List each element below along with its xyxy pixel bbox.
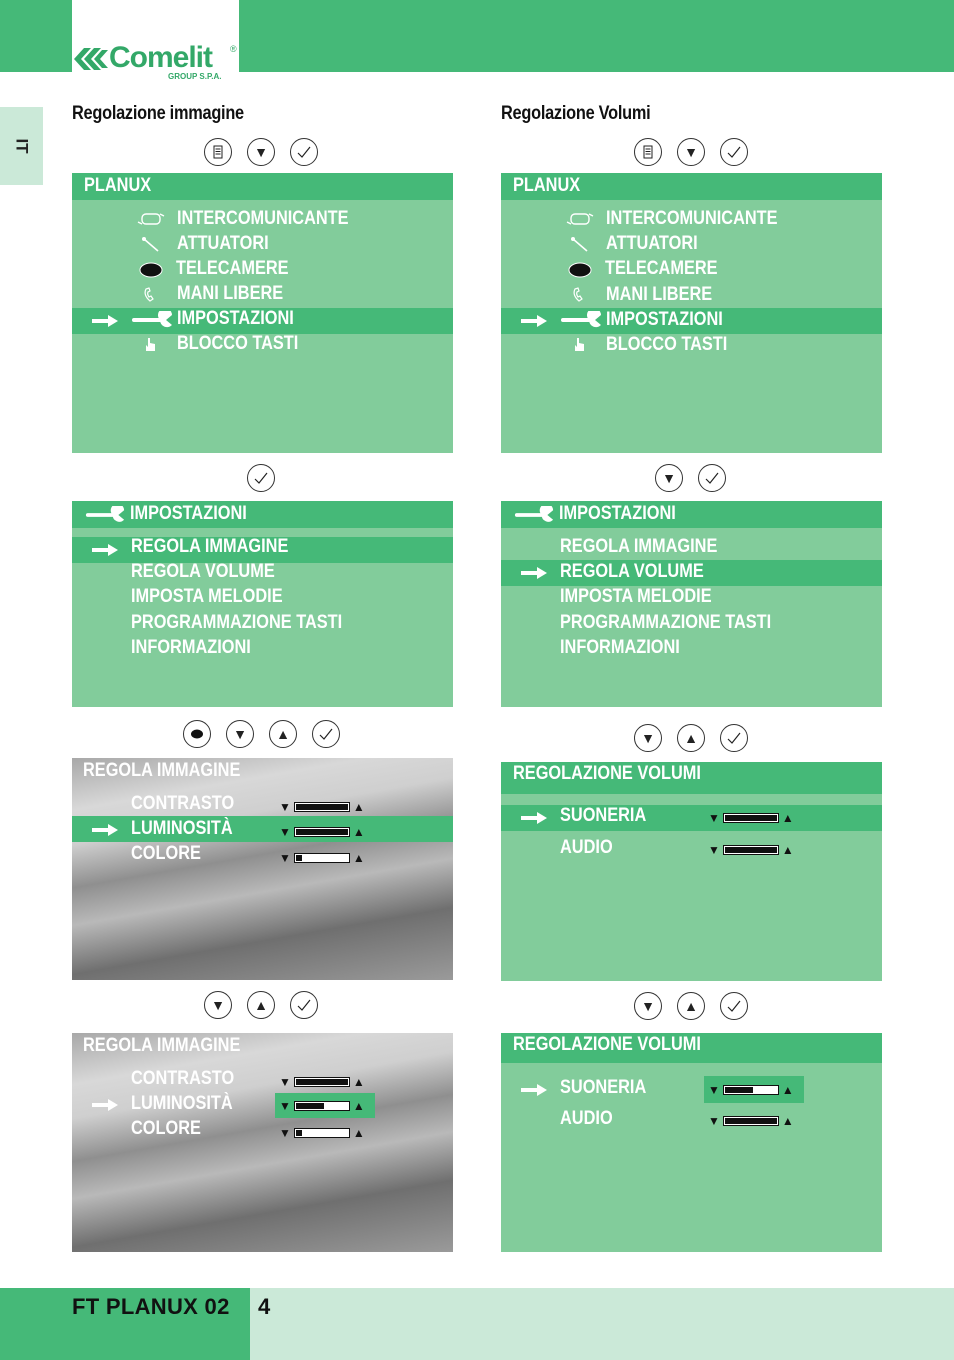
increase-icon[interactable]: ▲ bbox=[352, 800, 365, 814]
setting-audio[interactable]: AUDIO bbox=[560, 837, 613, 858]
menu-button-icon[interactable] bbox=[204, 138, 232, 166]
increase-icon[interactable]: ▲ bbox=[781, 811, 794, 825]
confirm-check-icon[interactable] bbox=[290, 991, 318, 1019]
down-symbol: ▼ bbox=[211, 997, 225, 1013]
setting-contrasto[interactable]: CONTRASTO bbox=[131, 1068, 235, 1089]
menu-item-regola-volume[interactable]: REGOLA VOLUME bbox=[560, 561, 704, 582]
intercom-icon bbox=[136, 211, 166, 229]
wrench-icon bbox=[513, 506, 555, 524]
confirm-check-icon[interactable] bbox=[720, 138, 748, 166]
setting-luminosita[interactable]: LUMINOSITÀ bbox=[131, 818, 233, 839]
menu-item-regola-immagine[interactable]: REGOLA IMMAGINE bbox=[131, 536, 289, 557]
wrench-icon bbox=[559, 311, 603, 329]
keylock-hand-icon bbox=[136, 336, 166, 354]
confirm-check-icon[interactable] bbox=[312, 720, 340, 748]
selection-highlight bbox=[72, 816, 453, 842]
menu-item-telecamere[interactable]: TELECAMERE bbox=[176, 258, 289, 279]
selection-arrow-icon bbox=[521, 1083, 547, 1097]
increase-icon[interactable]: ▲ bbox=[352, 1075, 365, 1089]
camera-eye-icon bbox=[136, 261, 166, 279]
level-bar-contrasto[interactable] bbox=[279, 1075, 365, 1089]
menu-item-telecamere[interactable]: TELECAMERE bbox=[605, 258, 718, 279]
increase-icon[interactable]: ▲ bbox=[352, 825, 365, 839]
menu-item-blocco-tasti[interactable]: BLOCCO TASTI bbox=[177, 333, 299, 354]
selection-arrow-icon bbox=[92, 314, 118, 328]
level-bar-audio[interactable] bbox=[708, 1114, 794, 1128]
intercom-icon bbox=[565, 211, 595, 229]
menu-item-intercomunicante[interactable]: INTERCOMUNICANTE bbox=[177, 208, 349, 229]
down-button-icon[interactable] bbox=[226, 720, 254, 748]
down-button-icon[interactable] bbox=[634, 724, 662, 752]
decrease-icon[interactable]: ▼ bbox=[279, 800, 291, 814]
decrease-icon[interactable]: ▼ bbox=[279, 1126, 291, 1140]
actuator-icon bbox=[565, 236, 595, 254]
logo-text: Comelit bbox=[109, 41, 213, 74]
comelit-logo-icon bbox=[74, 46, 108, 72]
down-button-icon[interactable] bbox=[634, 992, 662, 1020]
up-symbol: ▲ bbox=[684, 730, 698, 746]
right-section-title: Regolazione Volumi bbox=[501, 103, 651, 124]
menu-item-regola-volume[interactable]: REGOLA VOLUME bbox=[131, 561, 275, 582]
menu-item-informazioni[interactable]: INFORMAZIONI bbox=[560, 637, 680, 658]
up-button-icon[interactable] bbox=[247, 991, 275, 1019]
level-bar-contrasto[interactable] bbox=[279, 800, 365, 814]
setting-contrasto[interactable]: CONTRASTO bbox=[131, 793, 235, 814]
confirm-check-icon[interactable] bbox=[720, 992, 748, 1020]
left-section-title: Regolazione immagine bbox=[72, 103, 244, 124]
selection-arrow-icon bbox=[521, 314, 547, 328]
level-fill bbox=[296, 1103, 324, 1109]
increase-icon[interactable]: ▲ bbox=[352, 1126, 365, 1140]
screen-title: IMPOSTAZIONI bbox=[559, 503, 676, 524]
menu-item-attuatori[interactable]: ATTUATORI bbox=[606, 233, 698, 254]
menu-item-regola-immagine[interactable]: REGOLA IMMAGINE bbox=[560, 536, 718, 557]
level-bar-colore[interactable] bbox=[279, 851, 365, 865]
down-symbol: ▼ bbox=[662, 470, 676, 486]
up-button-icon[interactable] bbox=[677, 992, 705, 1020]
keylock-hand-icon bbox=[565, 336, 595, 354]
level-fill bbox=[296, 829, 348, 835]
up-symbol: ▲ bbox=[254, 997, 268, 1013]
setting-audio[interactable]: AUDIO bbox=[560, 1108, 613, 1129]
menu-item-programmazione-tasti[interactable]: PROGRAMMAZIONE TASTI bbox=[131, 612, 343, 633]
confirm-check-icon[interactable] bbox=[720, 724, 748, 752]
handsfree-phone-icon bbox=[136, 286, 166, 304]
menu-item-imposta-melodie[interactable]: IMPOSTA MELODIE bbox=[560, 586, 712, 607]
menu-item-imposta-melodie[interactable]: IMPOSTA MELODIE bbox=[131, 586, 283, 607]
camera-eye-button-icon[interactable] bbox=[183, 720, 211, 748]
selection-arrow-icon bbox=[521, 566, 547, 580]
setting-suoneria[interactable]: SUONERIA bbox=[560, 805, 647, 826]
screen-title: IMPOSTAZIONI bbox=[130, 503, 247, 524]
menu-item-impostazioni[interactable]: IMPOSTAZIONI bbox=[177, 308, 294, 329]
level-bar-suoneria[interactable] bbox=[708, 1083, 794, 1097]
level-fill bbox=[296, 855, 302, 861]
actuator-icon bbox=[136, 236, 166, 254]
down-button-icon[interactable] bbox=[204, 991, 232, 1019]
menu-item-mani-libere[interactable]: MANI LIBERE bbox=[606, 284, 713, 305]
impostazioni-screen-right bbox=[501, 501, 882, 707]
down-button-icon[interactable] bbox=[655, 464, 683, 492]
page-number: 4 bbox=[258, 1294, 271, 1319]
level-fill bbox=[725, 815, 777, 821]
decrease-icon[interactable]: ▼ bbox=[279, 1075, 291, 1089]
level-bar-luminosita[interactable] bbox=[279, 825, 365, 839]
wrench-icon bbox=[84, 506, 126, 524]
confirm-check-icon[interactable] bbox=[698, 464, 726, 492]
down-symbol: ▼ bbox=[641, 730, 655, 746]
down-symbol: ▼ bbox=[254, 144, 268, 160]
wrench-icon bbox=[130, 311, 174, 329]
down-symbol: ▼ bbox=[233, 726, 247, 742]
down-symbol: ▼ bbox=[684, 144, 698, 160]
setting-suoneria[interactable]: SUONERIA bbox=[560, 1077, 647, 1098]
menu-item-impostazioni[interactable]: IMPOSTAZIONI bbox=[606, 309, 723, 330]
level-fill bbox=[296, 1079, 348, 1085]
up-symbol: ▲ bbox=[276, 726, 290, 742]
increase-icon[interactable]: ▲ bbox=[781, 843, 794, 857]
level-fill bbox=[725, 1087, 753, 1093]
up-button-icon[interactable] bbox=[269, 720, 297, 748]
down-button-icon[interactable] bbox=[677, 138, 705, 166]
planux-screen-right bbox=[501, 173, 882, 453]
language-tab-label: IT bbox=[12, 138, 32, 154]
screen-title: REGOLAZIONE VOLUMI bbox=[513, 1034, 701, 1055]
increase-icon[interactable]: ▲ bbox=[352, 851, 365, 865]
menu-button-icon[interactable] bbox=[634, 138, 662, 166]
selection-arrow-icon bbox=[92, 543, 118, 557]
decrease-icon[interactable]: ▼ bbox=[708, 843, 720, 857]
level-fill bbox=[725, 1118, 777, 1124]
regolazione-volumi-screen-a bbox=[501, 762, 882, 981]
regola-immagine-screen-b bbox=[72, 1033, 453, 1252]
menu-item-mani-libere[interactable]: MANI LIBERE bbox=[177, 283, 284, 304]
camera-eye-icon bbox=[565, 261, 595, 279]
screen-title: PLANUX bbox=[513, 175, 581, 196]
selection-arrow-icon bbox=[92, 823, 118, 837]
screen-title: REGOLAZIONE VOLUMI bbox=[513, 763, 701, 784]
decrease-icon[interactable]: ▼ bbox=[708, 1114, 720, 1128]
planux-screen-left bbox=[72, 173, 453, 453]
menu-item-informazioni[interactable]: INFORMAZIONI bbox=[131, 637, 251, 658]
regolazione-volumi-screen-b bbox=[501, 1033, 882, 1252]
increase-icon[interactable]: ▲ bbox=[352, 1099, 365, 1113]
level-fill bbox=[296, 1130, 302, 1136]
confirm-check-icon[interactable] bbox=[290, 138, 318, 166]
down-button-icon[interactable] bbox=[247, 138, 275, 166]
handsfree-phone-icon bbox=[565, 286, 595, 304]
logo-subtitle: GROUP S.P.A. bbox=[168, 72, 222, 81]
setting-luminosita[interactable]: LUMINOSITÀ bbox=[131, 1093, 233, 1114]
confirm-check-icon[interactable] bbox=[247, 464, 275, 492]
decrease-icon[interactable]: ▼ bbox=[708, 811, 720, 825]
decrease-icon[interactable]: ▼ bbox=[279, 1099, 291, 1113]
screen-title: REGOLA IMMAGINE bbox=[83, 760, 241, 781]
screen-title: PLANUX bbox=[84, 175, 152, 196]
setting-colore[interactable]: COLORE bbox=[131, 843, 201, 864]
impostazioni-screen-left bbox=[72, 501, 453, 707]
setting-colore[interactable]: COLORE bbox=[131, 1118, 201, 1139]
menu-item-programmazione-tasti[interactable]: PROGRAMMAZIONE TASTI bbox=[560, 612, 772, 633]
menu-item-attuatori[interactable]: ATTUATORI bbox=[177, 233, 269, 254]
footer-bar-right bbox=[250, 1288, 954, 1360]
up-button-icon[interactable] bbox=[677, 724, 705, 752]
up-symbol: ▲ bbox=[684, 998, 698, 1014]
menu-item-intercomunicante[interactable]: INTERCOMUNICANTE bbox=[606, 208, 778, 229]
level-bar-luminosita[interactable] bbox=[279, 1099, 365, 1113]
decrease-icon[interactable]: ▼ bbox=[279, 825, 291, 839]
decrease-icon[interactable]: ▼ bbox=[279, 851, 291, 865]
menu-item-blocco-tasti[interactable]: BLOCCO TASTI bbox=[606, 334, 728, 355]
selection-arrow-icon bbox=[92, 1098, 118, 1112]
regola-immagine-screen-a bbox=[72, 758, 453, 980]
level-fill bbox=[296, 804, 348, 810]
level-bar-suoneria[interactable] bbox=[708, 811, 794, 825]
level-fill bbox=[725, 847, 777, 853]
screen-title: REGOLA IMMAGINE bbox=[83, 1035, 241, 1056]
footer-title: FT PLANUX 02 bbox=[72, 1294, 230, 1319]
level-bar-colore[interactable] bbox=[279, 1126, 365, 1140]
selection-arrow-icon bbox=[521, 811, 547, 825]
increase-icon[interactable]: ▲ bbox=[781, 1083, 794, 1097]
logo-registered: ® bbox=[230, 44, 237, 54]
increase-icon[interactable]: ▲ bbox=[781, 1114, 794, 1128]
level-bar-audio[interactable] bbox=[708, 843, 794, 857]
selection-highlight bbox=[501, 805, 882, 831]
decrease-icon[interactable]: ▼ bbox=[708, 1083, 720, 1097]
down-symbol: ▼ bbox=[641, 998, 655, 1014]
